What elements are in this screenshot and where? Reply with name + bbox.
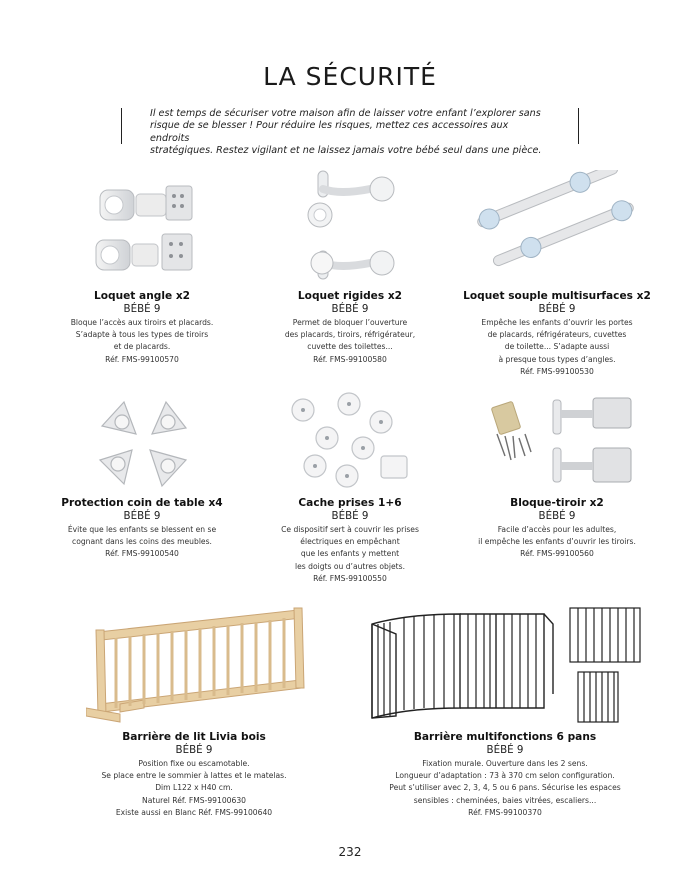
intro-line: risque de se blesser ! Pour réduire les risques, mettez ces accessoires aux endroits [150,120,509,144]
product-reference: Existe aussi en Blanc Réf. FMS-99100640 [115,807,273,817]
product-brand: BÉBÉ 9 [123,303,161,315]
product-description: les doigts ou d’autres objets. [294,561,406,571]
product-description: cognant dans les coins des meubles. [72,537,212,547]
product-description: Dim L122 x H40 cm. [155,783,233,793]
product-description: sensibles : cheminées, baies vitrées, escaliers... [413,795,597,805]
product-description: que les enfants y mettent [300,549,400,559]
product-description: Empêche les enfants d’ouvrir les portes [481,318,633,327]
product-card [42,290,242,366]
product-description: il empêche les enfants d’ouvrir les tiroirs. [478,537,636,547]
rigid-latch-icon [300,167,400,287]
metal-playpen-gate-icon [368,604,644,726]
wooden-bed-rail-icon [86,604,311,724]
flexible-strap-icon [475,170,645,282]
product-name: Barrière multifonctions 6 pans [413,731,597,743]
product-description: de placards, réfrigérateurs, cuvettes [487,330,627,340]
product-card [250,497,450,585]
product-reference: Réf. FMS-99100530 [520,366,594,376]
product-description: des placards, tiroirs, réfrigérateur, [284,330,416,340]
product-description: Se place entre le sommier à lattes et le matelas. [101,771,287,781]
product-description: à presque tous types d’angles. [498,354,616,364]
product-description: S’adapte à tous les types de tiroirs [75,330,209,340]
product-description: électriques en empêchant [300,537,400,547]
product-reference: Réf. FMS-99100540 [105,549,179,559]
product-reference: Réf. FMS-99100580 [313,354,387,364]
drawer-lock-icon [485,394,645,494]
product-name: Loquet rigides x2 [297,290,403,302]
product-description: Peut s’utiliser avec 2, 3, 4, 5 ou 6 pans. Sécurise les espaces [389,783,621,793]
product-name: Bloque-tiroir x2 [510,497,604,509]
product-name: Cache prises 1+6 [298,497,402,509]
product-card [250,290,450,366]
product-brand: BÉBÉ 9 [538,510,576,522]
product-description: Évite que les enfants se blessent en se [67,525,217,534]
product-brand: BÉBÉ 9 [486,744,524,756]
intro-line: Il est temps de sécuriser votre maison afin de laisser votre enfant l’explorer sans [150,108,541,119]
product-description: Permet de bloquer l’ouverture [292,318,408,327]
product-brand: BÉBÉ 9 [331,303,369,315]
product-reference: Réf. FMS-99100550 [313,573,387,583]
product-brand: BÉBÉ 9 [175,744,213,756]
product-card [42,497,242,561]
product-reference: Réf. FMS-99100570 [105,354,179,364]
product-brand: BÉBÉ 9 [123,510,161,522]
product-description: Longueur d’adaptation : 73 à 370 cm selon configuration. [395,771,615,781]
page-number: 232 [338,845,362,859]
corner-latch-icon [92,182,212,282]
product-reference: Réf. FMS-99100560 [520,549,594,559]
product-reference: Réf. FMS-99100370 [468,807,542,817]
product-brand: BÉBÉ 9 [331,510,369,522]
product-name: Barrière de lit Livia bois [122,731,266,743]
product-description: de toilette... S’adapte aussi [504,342,610,352]
product-brand: BÉBÉ 9 [538,303,576,315]
product-name: Loquet angle x2 [93,290,191,302]
outlet-cover-icon [285,388,415,492]
intro-block [121,108,579,156]
product-name: Protection coin de table x4 [61,497,223,509]
product-description: Ce dispositif sert à couvrir les prises [281,525,419,534]
page-title: LA SÉCURITÉ [263,62,437,91]
product-name: Loquet souple multisurfaces x2 [463,290,651,302]
product-description: Fixation murale. Ouverture dans les 2 sens. [422,759,588,768]
corner-guard-icon [94,398,194,490]
product-description: Facile d’accès pour les adultes, [497,525,617,534]
product-description: Bloque l’accès aux tiroirs et placards. [70,318,214,327]
intro-line: stratégiques. Restez vigilant et ne laissez jamais votre bébé seul dans une pièce. [150,144,542,156]
product-reference: Naturel Réf. FMS-99100630 [142,795,246,805]
product-card [457,497,657,561]
product-card [457,290,657,378]
product-card [375,731,635,819]
product-description: Position fixe ou escamotable. [138,759,250,768]
product-card [69,731,319,819]
product-description: cuvette des toilettes... [307,342,393,352]
product-description: et de placards. [113,342,171,352]
